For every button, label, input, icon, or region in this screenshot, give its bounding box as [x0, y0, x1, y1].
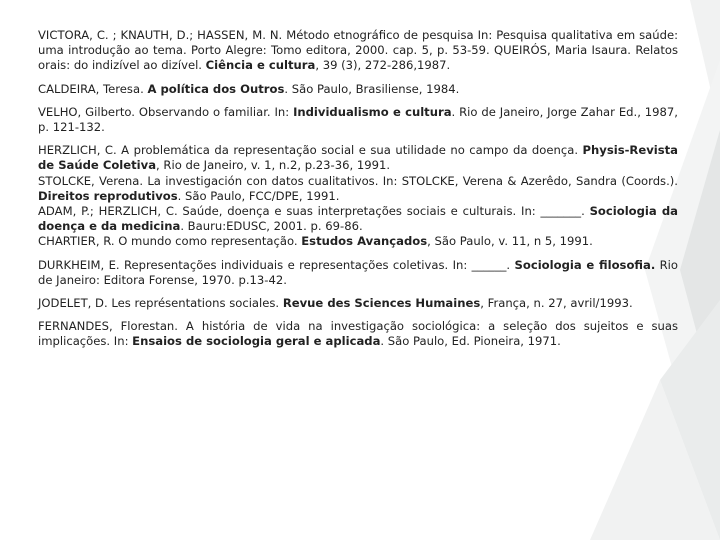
reference-text: VELHO, Gilberto. Observando o familiar. In: [38, 104, 294, 119]
reference-text: CALDEIRA, Teresa. [38, 81, 148, 96]
reference-entry [38, 319, 678, 349]
reference-text: CHARTIER, R. O mundo como representação. [38, 234, 302, 249]
reference-text: , São Paulo, v. 11, n 5, 1991. [427, 234, 593, 249]
reference-title: Ciência e cultura [205, 58, 316, 73]
reference-text: ADAM, P.; HERZLICH, C. Saúde, doença e suas interpretações sociais e culturais. In: _______. [38, 204, 590, 219]
reference-text: Rio de Janeiro: Editora Forense, 1970. p.13-42. [38, 257, 678, 287]
reference-text: VICTORA, C. ; KNAUTH, D.; HASSEN, M. N. Método etnográfico de pesquisa In: Pesquisa qualitativa em saúde: uma introdução ao tema. Porto Alegre: Tomo editora, 2000. cap. 5, p. 53-59. QUEIRÓS, Maria Isaura. Relatos orais: do indizível ao dizível. [38, 28, 678, 73]
reference-text: . São Paulo, Brasiliense, 1984. [284, 81, 460, 96]
reference-title: Estudos Avançados [301, 234, 428, 249]
reference-text: . Bauru:EDUSC, 2001. p. 69-86. [180, 219, 363, 234]
reference-entry [38, 82, 678, 97]
reference-text: DURKHEIM, E. Representações individuais e representações coletivas. In: ______. [38, 257, 515, 272]
reference-title: Ensaios de sociologia geral e aplicada [132, 334, 381, 349]
reference-entry [38, 105, 678, 135]
reference-entry [38, 258, 678, 288]
reference-entry [38, 28, 678, 74]
reference-title: Physis-Revista de Saúde Coletiva [38, 143, 678, 173]
reference-text: STOLCKE, Verena. La investigación con datos cualitativos. In: STOLCKE, Verena & Azerêdo, Sandra (Coords.). [38, 173, 678, 188]
reference-list [38, 28, 678, 358]
reference-text: HERZLICH, C. A problemática da representação social e sua utilidade no campo da doença. [38, 143, 583, 158]
reference-title: Sociologia da doença e da medicina [38, 204, 678, 234]
reference-title: Direitos reprodutivos [38, 188, 178, 203]
reference-text: , França, n. 27, avril/1993. [480, 296, 633, 311]
reference-title: Revue des Sciences Humaines [282, 296, 481, 311]
reference-text: . São Paulo, Ed. Pioneira, 1971. [380, 334, 561, 349]
reference-entry [38, 143, 678, 173]
reference-title: Sociologia e filosofia. [514, 257, 656, 272]
reference-entry [38, 204, 678, 234]
reference-text: . São Paulo, FCC/DPE, 1991. [177, 188, 340, 203]
reference-text: , 39 (3), 272-286,1987. [315, 58, 451, 73]
reference-title: A política dos Outros [147, 81, 285, 96]
reference-text: JODELET, D. Les représentations sociales. [38, 296, 283, 311]
reference-text: FERNANDES, Florestan. A história de vida na investigação sociológica: a seleção dos sujeitos e suas implicações. In: [38, 319, 678, 349]
reference-text: . Rio de Janeiro, Jorge Zahar Ed., 1987, p. 121-132. [38, 104, 678, 135]
reference-entry [38, 234, 678, 249]
reference-title: Individualismo e cultura [293, 104, 452, 119]
reference-entry [38, 296, 678, 311]
reference-entry [38, 174, 678, 204]
reference-text: , Rio de Janeiro, v. 1, n.2, p.23-36, 1991. [156, 158, 391, 173]
